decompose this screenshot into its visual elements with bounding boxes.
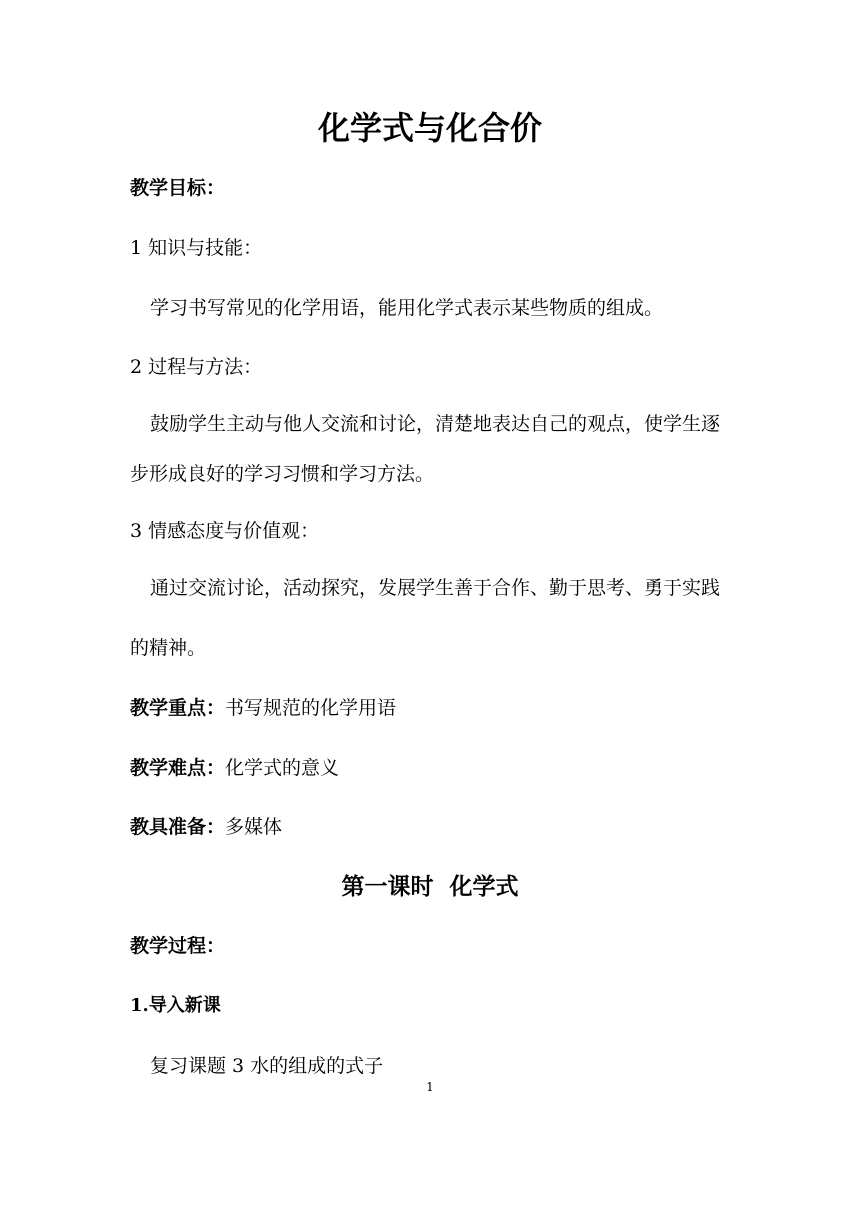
tools-line (130, 815, 282, 839)
key-point-label: 教学重点： (130, 697, 226, 719)
tools-value: 多媒体 (225, 816, 283, 838)
objective-2-text: 鼓励学生主动与他人交流和讨论，清楚地表达自己的观点，使学生逐步形成良好的学习习惯和学习方法。 (130, 413, 721, 485)
step-1-heading: 1.导入新课 (130, 995, 221, 1016)
objective-2-heading: 2 过程与方法： (130, 356, 263, 378)
page-number: 1 (426, 1080, 434, 1094)
objective-3-text: 通过交流讨论，活动探究，发展学生善于合作、勤于思考、勇于实践的精神。 (130, 577, 721, 659)
document-title: 化学式与化合价 (317, 109, 542, 147)
key-point-line (130, 696, 396, 720)
difficulty-value: 化学式的意义 (225, 757, 340, 779)
process-heading: 教学过程： (130, 935, 226, 957)
objective-1-heading: 1 知识与技能： (130, 237, 263, 259)
tools-label: 教具准备： (130, 816, 226, 838)
objective-3-heading: 3 情感态度与价值观： (130, 520, 320, 542)
objective-1-text: 学习书写常见的化学用语，能用化学式表示某些物质的组成。 (150, 297, 664, 319)
objectives-heading: 教学目标： (130, 177, 226, 199)
difficulty-line (130, 756, 339, 780)
key-point-value: 书写规范的化学用语 (225, 697, 397, 719)
step-1-text: 复习课题 3 水的组成的式子 (150, 1055, 384, 1077)
difficulty-label: 教学难点： (130, 757, 226, 779)
lesson-title: 第一课时 化学式 (341, 873, 519, 900)
